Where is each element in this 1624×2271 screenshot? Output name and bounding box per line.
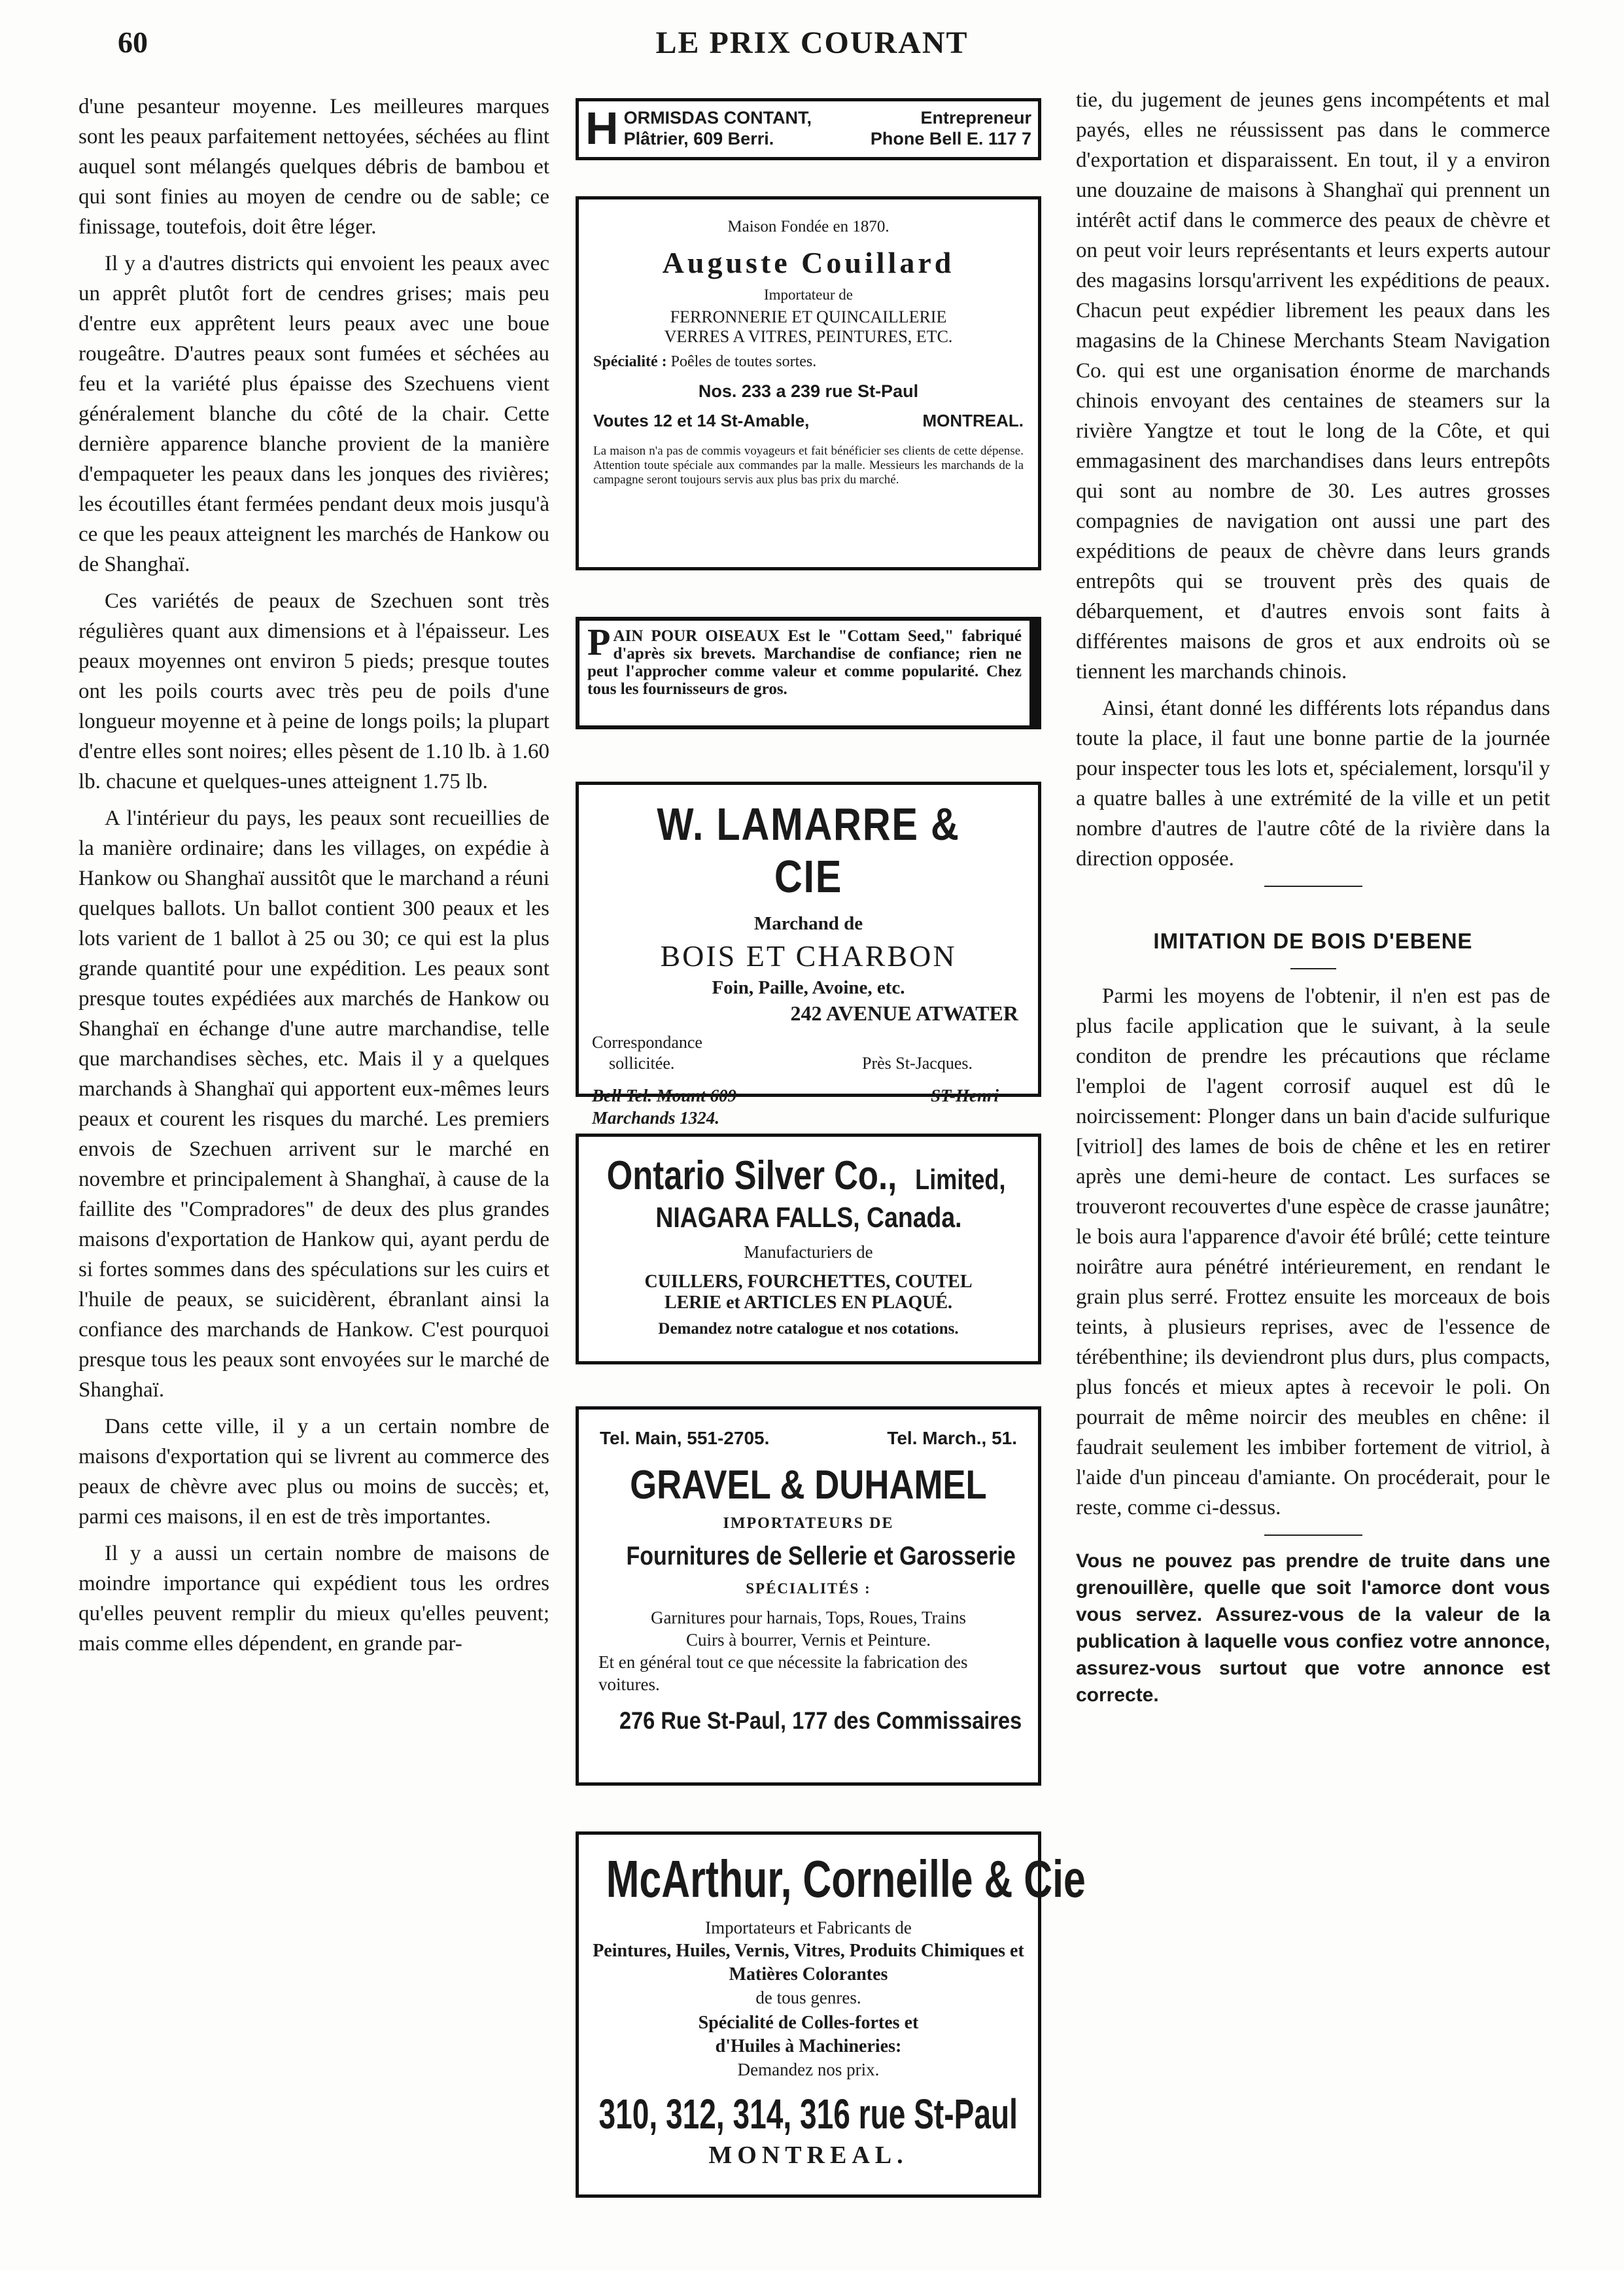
ad-line: Peintures, Huiles, Vernis, Vitres, Produits Chimiques et Matières Colorantes — [593, 1941, 1024, 1985]
ad-text: Est le "Cottam Seed," fabriqué d'après six brevets. Marchandise de confiance; rien ne peut l'approcher comme valeur et comme popularité. Chez tous les fournisseurs de gros. — [587, 627, 1022, 698]
ad-line: Cuirs à bourrer, Vernis et Peinture. — [685, 1630, 931, 1650]
ad-pain-oiseaux — [576, 617, 1041, 729]
ad-phone: Bell Tel. Mount 609 — [592, 1086, 737, 1105]
ad-specialty: Poêles de toutes sortes. — [670, 353, 817, 370]
ad-address: 310, 312, 314, 316 rue St-Paul — [598, 2090, 1018, 2138]
ad-near: Près St-Jacques. — [862, 1054, 973, 1073]
ad-merchant: Marchand de — [753, 913, 863, 934]
ad-line: Garnitures pour harnais, Tops, Roues, Trains — [650, 1608, 967, 1627]
ad-line: FERRONNERIE ET QUINCAILLERIE — [670, 307, 947, 326]
ad-manufacturers: Manufacturiers de — [744, 1242, 873, 1262]
paragraph: Il y a aussi un certain nombre de maisons de moindre importance qui expédient tous les ordres qu'elles peuvent remplir du mieux qu'elles peuvent; mais comme elles dépendent, en grande par- — [78, 1542, 549, 1656]
page-number: 60 — [118, 26, 148, 59]
ad-city: MONTREAL. — [708, 2141, 908, 2169]
ad-limited: Limited, — [915, 1164, 1006, 1196]
left-column — [78, 92, 549, 1665]
ad-supplies: Fournitures de Sellerie et Garosserie — [626, 1542, 1016, 1570]
paragraph: Dans cette ville, il y a un certain nombre de maisons d'exportation qui se livrent au commerce des peaux de chèvre avec plus ou moins de succès; et, parmi ces maisons, il en est de très importantes. — [78, 1415, 549, 1529]
ad-address: 276 Rue St-Paul, 177 des Commissaires — [619, 1707, 1022, 1734]
ad-trade-2: Plâtrier, 609 Berri. — [623, 129, 774, 148]
divider — [1264, 1534, 1362, 1536]
ad-name: W. LAMARRE & CIE — [657, 799, 960, 902]
running-title: LE PRIX COURANT — [655, 26, 969, 60]
ad-specialties: SPÉCIALITÉS : — [746, 1580, 871, 1597]
ad-importer: Importateur de — [763, 286, 854, 303]
ad-name: ORMISDAS CONTANT, — [623, 108, 812, 128]
ad-city: MONTREAL. — [922, 411, 1024, 430]
ad-line: LERIE et ARTICLES EN PLAQUÉ. — [664, 1292, 953, 1313]
paragraph: Ainsi, étant donné les différents lots répandus dans toute la place, il faut une bonne partie de la journée pour inspecter tous les lots et, spécialement, lorsqu'il y a quatre balles à une extrémité de la ville et un petit nombre d'autres de l'autre côté de la rivière dans la direction opposée. — [1076, 697, 1550, 871]
ad-mcarthur — [576, 1831, 1086, 2198]
ad-correspondence-2: sollicitée. — [609, 1054, 675, 1073]
ad-title: AIN POUR OISEAUX — [613, 627, 780, 645]
ad-initial: H — [585, 103, 619, 154]
ad-specialty-label: Spécialité : — [593, 353, 667, 370]
ad-lamarre — [576, 782, 1041, 1128]
divider — [1290, 968, 1336, 969]
ad-city: NIAGARA FALLS, Canada. — [655, 1202, 962, 1234]
ad-line: Spécialité de Colles-fortes et — [698, 2013, 919, 2033]
ad-line: Importateurs et Fabricants de — [705, 1918, 912, 1937]
ad-phone-2: Marchands 1324. — [592, 1108, 720, 1128]
paragraph: A l'intérieur du pays, les peaux sont recueillies de la manière ordinaire; dans les villages, on expédie à Hankow ou Shanghaï aussitôt que le marchand a réuni quelques ballots. Un ballot contient 300 peaux et les lots varient de 1 ballot à 25 ou 30; ce qui est la plus grande quantité pour une expédition. Les peaux sont presque toutes expédiées aux marchés de Hankow ou Shanghaï en échange d'une autre marchandise, telle que marchandises sèches, etc. Mais il y a quelques marchands à Shanghaï qui apportent eux-mêmes leurs peaux et courent les risques du marché. Les premiers envois de Szechuen arrivent sur le marché en novembre et principalement à Shanghaï, à cause de la faillite des "Compradores" de deux des plus grandes maisons d'exportation de Hankow qui, ayant perdu de si fortes sommes dans des spéculations sur les cuirs et l'huile de peaux, se suicidèrent, ébranlant ainsi la confiance des marchands de Hankow. C'est pourquoi presque tous les peaux sont envoyées sur le marché de Shanghaï. — [78, 806, 549, 1402]
divider — [1264, 886, 1362, 887]
ad-name: Ontario Silver Co., — [606, 1153, 897, 1198]
ad-line: Demandez nos prix. — [737, 2060, 880, 2079]
ad-tel-2: Tel. March., 51. — [887, 1428, 1017, 1448]
ad-note: La maison n'a pas de commis voyageurs et fait bénéficier ses clients de cette dépense. Attention toute spéciale aux commandes par la malle. Messieurs les marchands de la campagne seront toujours servis aux plus bas prix du marché. — [593, 444, 1024, 487]
right-column — [1076, 85, 1550, 1708]
ad-goods: Foin, Paille, Avoine, etc. — [712, 977, 905, 998]
ad-line: VERRES A VITRES, PEINTURES, ETC. — [664, 327, 953, 346]
ad-name: Auguste Couillard — [662, 246, 955, 279]
paragraph: d'une pesanteur moyenne. Les meilleures marques sont les peaux parfaitement nettoyées, séchées au flint auquel sont mélangés quelques débris de bambou et qui sont finies au moyen de cendre ou de sable; ce finissage, toutefois, doit être léger. — [78, 95, 549, 239]
paragraph: tie, du jugement de jeunes gens incompétents et mal payés, elles ne réussissent pas dans le commerce d'exportation et disparaissent. En tout, il y a environ une douzaine de maisons à Shanghaï qui prennent un intérêt actif dans le commerce des peaux de chèvre et on peut voir leurs représentants et leurs experts autour des magasins lorsqu'arrivent les expéditions de peaux. Chacun peut expédier librement les peaux dans les magasins de la Chinese Merchants Steam Navigation Co. qui est une organisation énorme de marchands chinois envoyant des centaines de steamers sur la rivière Yangtze et tout le long de la Côte, et qui emmagasinent des marchandises dans leurs entrepôts qui sont au nombre de 30. Les autres grosses compagnies de navigation ont aussi une part des expéditions de peaux de chèvre dans leurs grands entrepôts qui se trouvent près des quais de débarquement, et d'autres envois sont faits à différentes maisons de gros et aux endroits où se tiennent les marchands chinois. — [1076, 88, 1550, 684]
ad-request: Demandez notre catalogue et nos cotations. — [658, 1320, 959, 1338]
ad-phone: Phone Bell E. 117 7 — [870, 129, 1031, 148]
ad-trade: Entrepreneur — [920, 108, 1031, 128]
ad-founded: Maison Fondée en 1870. — [727, 218, 890, 235]
ad-line: de tous genres. — [755, 1988, 861, 2007]
ad-line: CUILLERS, FOURCHETTES, COUTEL — [644, 1272, 973, 1292]
article-title: IMITATION DE BOIS D'EBENE — [1153, 929, 1473, 953]
ad-trade: BOIS ET CHARBON — [660, 939, 957, 973]
ad-line: d'Huiles à Machineries: — [715, 2036, 902, 2056]
ad-ontario-silver — [576, 1134, 1041, 1364]
ad-district: ST-Henri — [930, 1086, 999, 1105]
ad-couillard — [576, 196, 1041, 570]
paragraph: Parmi les moyens de l'obtenir, il n'en est pas de plus facile application que le suivant, à la seule conditon de prendre les précautions que réclame l'emploi de l'agent corrosif auquel est dû le noircissement: Plonger dans un bain d'acide sulfurique [vitriol] des lames de bois de chêne et les en retirer après une demi-heure de contact. Les surfaces se trouveront recouvertes d'une espèce de crasse jaunâtre; le bois aura l'apparence d'avoir été brûlé; cette teinture noirâtre aura pénétré intérieurement, en rendant le grain plus serré. Frottez ensuite les morceaux de bois teints, à plusieurs reprises, avec de l'essence de térébenthine; ils deviendront plus durs, plus compacts, plus foncés et mieux aptes à recevoir le poli. On pourrait de même noircir des meubles en chêne: il faudrait seulement les imbiber fortement de vitriol, à l'aide d'un pinceau d'amiante. On procéderait, pour le reste, comme ci-dessus. — [1076, 984, 1550, 1519]
ad-address: Nos. 233 a 239 rue St-Paul — [698, 381, 919, 401]
ad-correspondence: Correspondance — [592, 1033, 702, 1052]
ad-initial: P — [587, 621, 611, 663]
ad-name: GRAVEL & DUHAMEL — [630, 1463, 987, 1508]
paragraph: Il y a d'autres districts qui envoient les peaux avec un apprêt plutôt fort de cendres grises; mais peu d'entre eux apprêtent leurs peaux avec une boue rougeâtre. D'autres peaux sont fumées et séchées au feu et la variété plus épaisse des Szechuens vient généralement blanche du côté de la chair. Cette dernière apparence blanche provient de la manière d'empaqueter les peaux dans les jonques des rivières; les écoutilles étant fermées pendant deux mois jusqu'à ce que les peaux atteignent les marchés de Hankow ou de Shanghaï. — [78, 252, 549, 576]
ad-line: Et en général tout ce que nécessite la fabrication des voitures. — [598, 1652, 968, 1694]
ad-gravel-duhamel — [576, 1406, 1041, 1786]
paragraph: Ces variétés de peaux de Szechuen sont très régulières quant aux dimensions et à l'épaisseur. Les peaux moyennes ont environ 5 pieds; presque toutes ont les poils courts avec très peu de poils d'une longueur moyenne et à peine de longs poils; la plupart d'entre elles sont noires; elles pèsent de 1.10 lb. à 1.60 lb. chacune et quelques-unes atteignent 1.75 lb. — [78, 589, 549, 793]
ad-contant — [576, 98, 1041, 160]
ad-address: 242 AVENUE ATWATER — [790, 1001, 1018, 1025]
ad-tel: Tel. Main, 551-2705. — [600, 1428, 770, 1448]
ad-name: McArthur, Corneille & Cie — [606, 1850, 1086, 1908]
ad-vaults: Voutes 12 et 14 St-Amable, — [593, 411, 810, 430]
notice-box: Vous ne pouvez pas prendre de truite dans une grenouillère, quelle que soit l'amorce dont vous vous servez. Assurez-vous de la valeur de la publication à laquelle vous confiez votre annonce, assurez-vous surtout que votre annonce est correcte. — [1076, 1550, 1550, 1706]
ad-importers: IMPORTATEURS DE — [723, 1515, 894, 1532]
